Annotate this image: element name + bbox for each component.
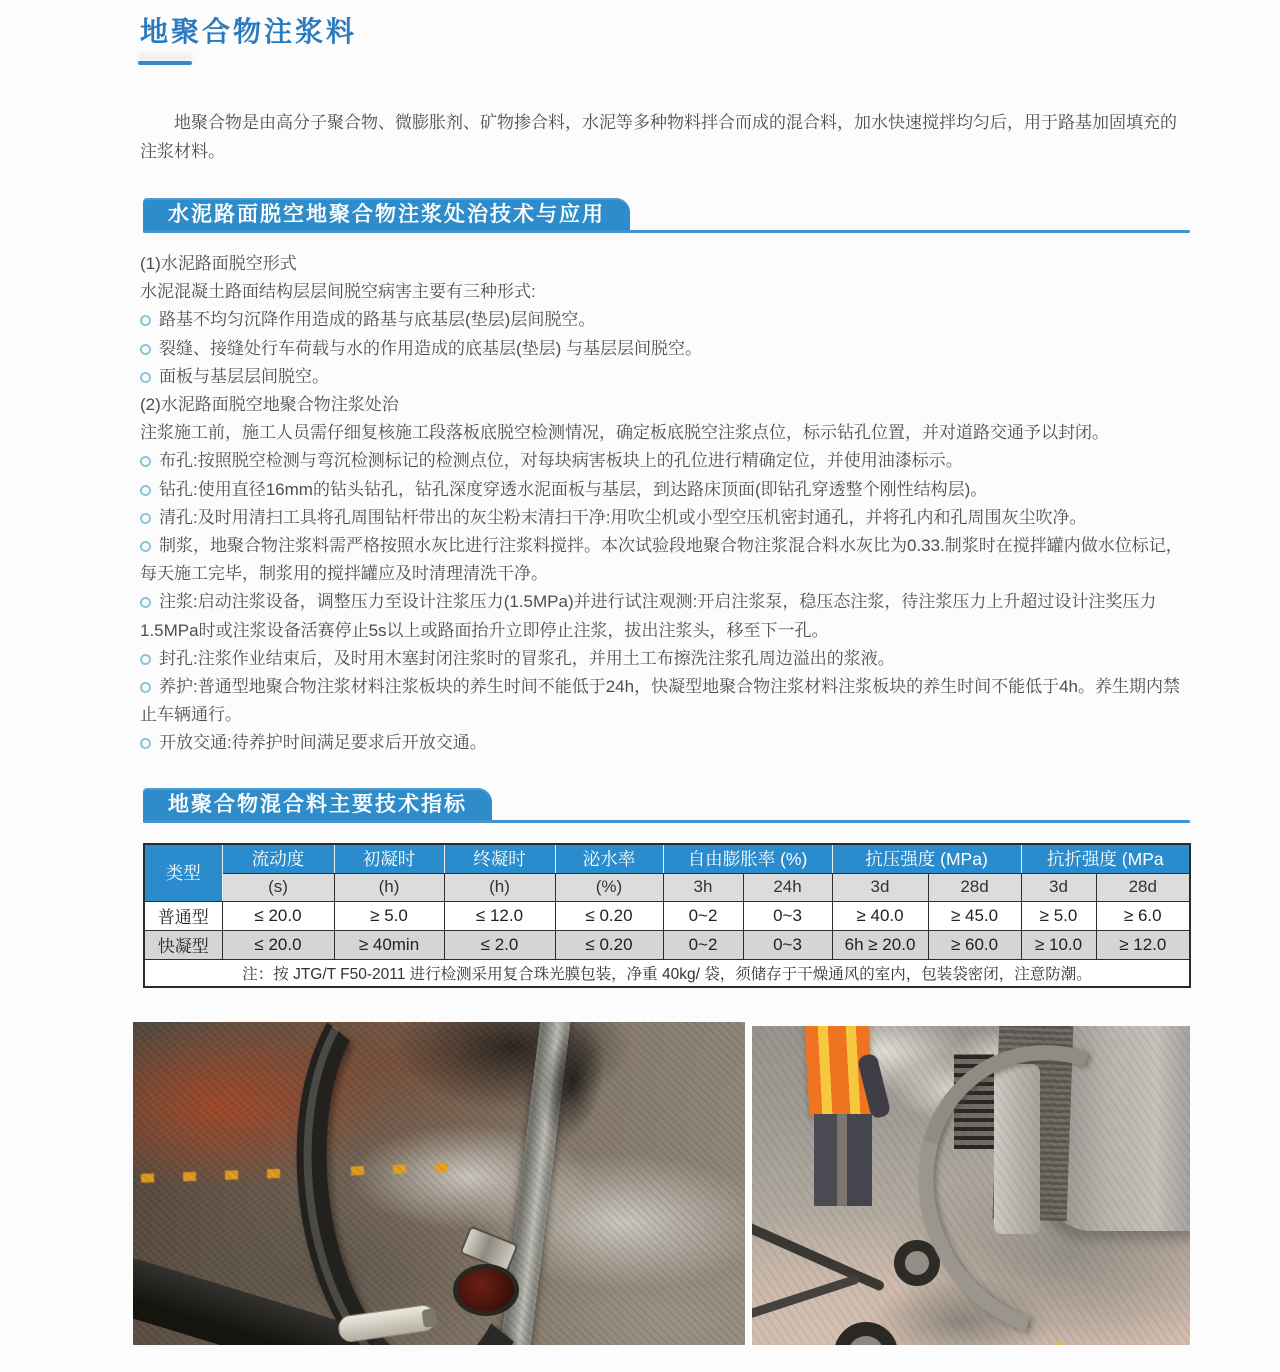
paragraph-text: 面板与基层层间脱空。 [159,366,329,386]
table-header-row-2 [144,873,1190,901]
cell: 0~3 [743,930,832,959]
paragraph-text: (2)水泥路面脱空地聚合物注浆处治 [140,395,399,415]
section1-body [140,250,1190,758]
paragraph-text: 养护:普通型地聚合物注浆材料注浆板块的养生时间不能低于24h，快凝型地聚合物注浆材料注浆板块的养生时间不能低于4h。养生期内禁止车辆通行。 [140,677,1180,725]
paragraph-text: 钻孔:使用直径16mm的钻头钻孔，钻孔深度穿透水泥面板与基层，到达路床顶面(即钻孔穿透整个刚性结构层)。 [159,479,988,499]
cell: ≥ 40min [334,930,444,959]
bullet-ring-icon [140,485,151,496]
photo-grouting-worksite [752,1026,1190,1345]
cell: ≥ 6.0 [1096,901,1190,930]
bullet-ring-icon [140,513,151,524]
bullet-ring-icon [140,738,151,749]
unit-3h: 3h [663,873,743,901]
unit-h2: (h) [444,873,555,901]
cell: ≤ 12.0 [444,901,555,930]
bullet-paragraph [140,447,1190,475]
header-bleeding-rate: 泌水率 [555,844,663,873]
section2-banner [143,788,492,822]
bullet-paragraph [140,363,1190,391]
bullet-ring-icon [140,372,151,383]
cell: ≥ 60.0 [928,930,1021,959]
unit-pct: (%) [555,873,663,901]
section1-banner-line [143,230,1190,233]
bullet-ring-icon [140,682,151,693]
bullet-paragraph [140,306,1190,334]
bullet-paragraph [140,335,1190,363]
bullet-ring-icon [140,456,151,467]
paragraph-text: 开放交通:待养护时间满足要求后开放交通。 [159,733,487,753]
paragraph-text: 路基不均匀沉降作用造成的路基与底基层(垫层)层间脱空。 [159,310,596,330]
paragraph-text: 制浆，地聚合物注浆料需严格按照水灰比进行注浆料搅拌。本次试验段地聚合物注浆混合料水灰比为0.33.制浆时在搅拌罐内做水位标记，每天施工完毕，制浆用的搅拌罐应及时清理清洗干净。 [140,536,1183,584]
section1-banner-label: 水泥路面脱空地聚合物注浆处治技术与应用 [168,203,605,226]
cell: 6h ≥ 20.0 [832,930,928,959]
bullet-paragraph [140,645,1190,673]
paragraph-text: 裂缝、接缝处行车荷载与水的作用造成的底基层(垫层) 与基层层间脱空。 [159,338,703,358]
header-free-expansion: 自由膨胀率 (%) [663,844,832,873]
cell: ≥ 12.0 [1096,930,1190,959]
bullet-ring-icon [140,315,151,326]
table-note-row [144,959,1190,987]
table-note: 注：按 JTG/T F50-2011 进行检测采用复合珠光膜包装，净重 40kg/ 袋，须储存于干燥通风的室内，包装袋密闭，注意防潮。 [144,959,1190,987]
bullet-paragraph [140,673,1190,729]
row-label: 普通型 [144,901,222,930]
unit-28d-comp: 28d [928,873,1021,901]
table-row-rapid [144,930,1190,959]
table-row-ordinary [144,901,1190,930]
unit-28d-flex: 28d [1096,873,1190,901]
cell: ≥ 5.0 [334,901,444,930]
cell: ≤ 20.0 [222,901,334,930]
paragraph-text: 水泥混凝土路面结构层层间脱空病害主要有三种形式: [140,282,536,302]
cell: ≤ 0.20 [555,930,663,959]
header-initial-set: 初凝时 [334,844,444,873]
table-header-row-1 [144,844,1190,873]
cell: ≤ 20.0 [222,930,334,959]
unit-24h: 24h [743,873,832,901]
paragraph-text: 清孔:及时用清扫工具将孔周围钻杆带出的灰尘粉末清扫干净:用吹尘机或小型空压机密封通孔，并将孔内和孔周围灰尘吹净。 [159,507,1087,527]
cell: ≤ 2.0 [444,930,555,959]
technical-indicators-table [143,843,1191,988]
cell: 0~2 [663,901,743,930]
header-flexural-strength: 抗折强度 (MPa [1021,844,1190,873]
page-title: 地聚合物注浆料 [140,16,358,47]
section2-banner-line [143,820,1190,823]
bullet-paragraph [140,504,1190,532]
cell: ≤ 0.20 [555,901,663,930]
bullet-paragraph [140,729,1190,757]
bullet-paragraph [140,588,1190,644]
unit-3d-flex: 3d [1021,873,1096,901]
cell: 0~3 [743,901,832,930]
injection-port [453,1264,519,1316]
row-label: 快凝型 [144,930,222,959]
header-type: 类型 [144,844,222,901]
paragraph-text: 布孔:按照脱空检测与弯沉检测标记的检测点位，对每块病害板块上的孔位进行精确定位，并使用油漆标示。 [159,451,963,471]
bullet-paragraph [140,532,1190,588]
bullet-ring-icon [140,344,151,355]
unit-s: (s) [222,873,334,901]
unit-3d-comp: 3d [832,873,928,901]
cell: 0~2 [663,930,743,959]
photo-grouting-hose-on-pavement [133,1022,745,1345]
paragraph-text: (1)水泥路面脱空形式 [140,254,297,273]
header-final-set: 终凝时 [444,844,555,873]
cell: ≥ 10.0 [1021,930,1096,959]
title-underline [138,61,192,65]
header-compressive-strength: 抗压强度 (MPa) [832,844,1021,873]
section2-banner-label: 地聚合物混合料主要技术指标 [168,793,467,816]
bullet-paragraph [140,476,1190,504]
paragraph [140,250,1190,278]
intro-paragraph: 地聚合物是由高分子聚合物、微膨胀剂、矿物掺合料，水泥等多种物料拌合而成的混合料，加水快速搅拌均匀后，用于路基加固填充的注浆材料。 [140,113,1177,161]
paragraph-text: 封孔:注浆作业结束后，及时用木塞封闭注浆时的冒浆孔，并用土工布擦洗注浆孔周边溢出的浆液。 [159,648,895,668]
paragraph-text: 注浆施工前，施工人员需仔细复核施工段落板底脱空检测情况，确定板底脱空注浆点位，标示钻孔位置，并对道路交通予以封闭。 [140,423,1109,443]
unit-h1: (h) [334,873,444,901]
cell: ≥ 45.0 [928,901,1021,930]
worker-legs [814,1114,872,1206]
bullet-ring-icon [140,541,151,552]
paragraph-text: 注浆:启动注浆设备，调整压力至设计注浆压力(1.5MPa)并进行试注观测:开启注浆泵，稳压态注浆，待注浆压力上升超过设计注奖压力1.5MPa时或注浆设备活赛停止5s以上或路面抬升立即停止注浆，拔出注浆头，移至下一孔。 [140,592,1157,640]
bullet-ring-icon [140,597,151,608]
section1-banner [143,198,630,232]
cell: ≥ 40.0 [832,901,928,930]
bullet-ring-icon [140,654,151,665]
paragraph [140,278,1190,306]
header-fluidity: 流动度 [222,844,334,873]
paragraph [140,419,1190,447]
cell: ≥ 5.0 [1021,901,1096,930]
paragraph [140,391,1190,419]
